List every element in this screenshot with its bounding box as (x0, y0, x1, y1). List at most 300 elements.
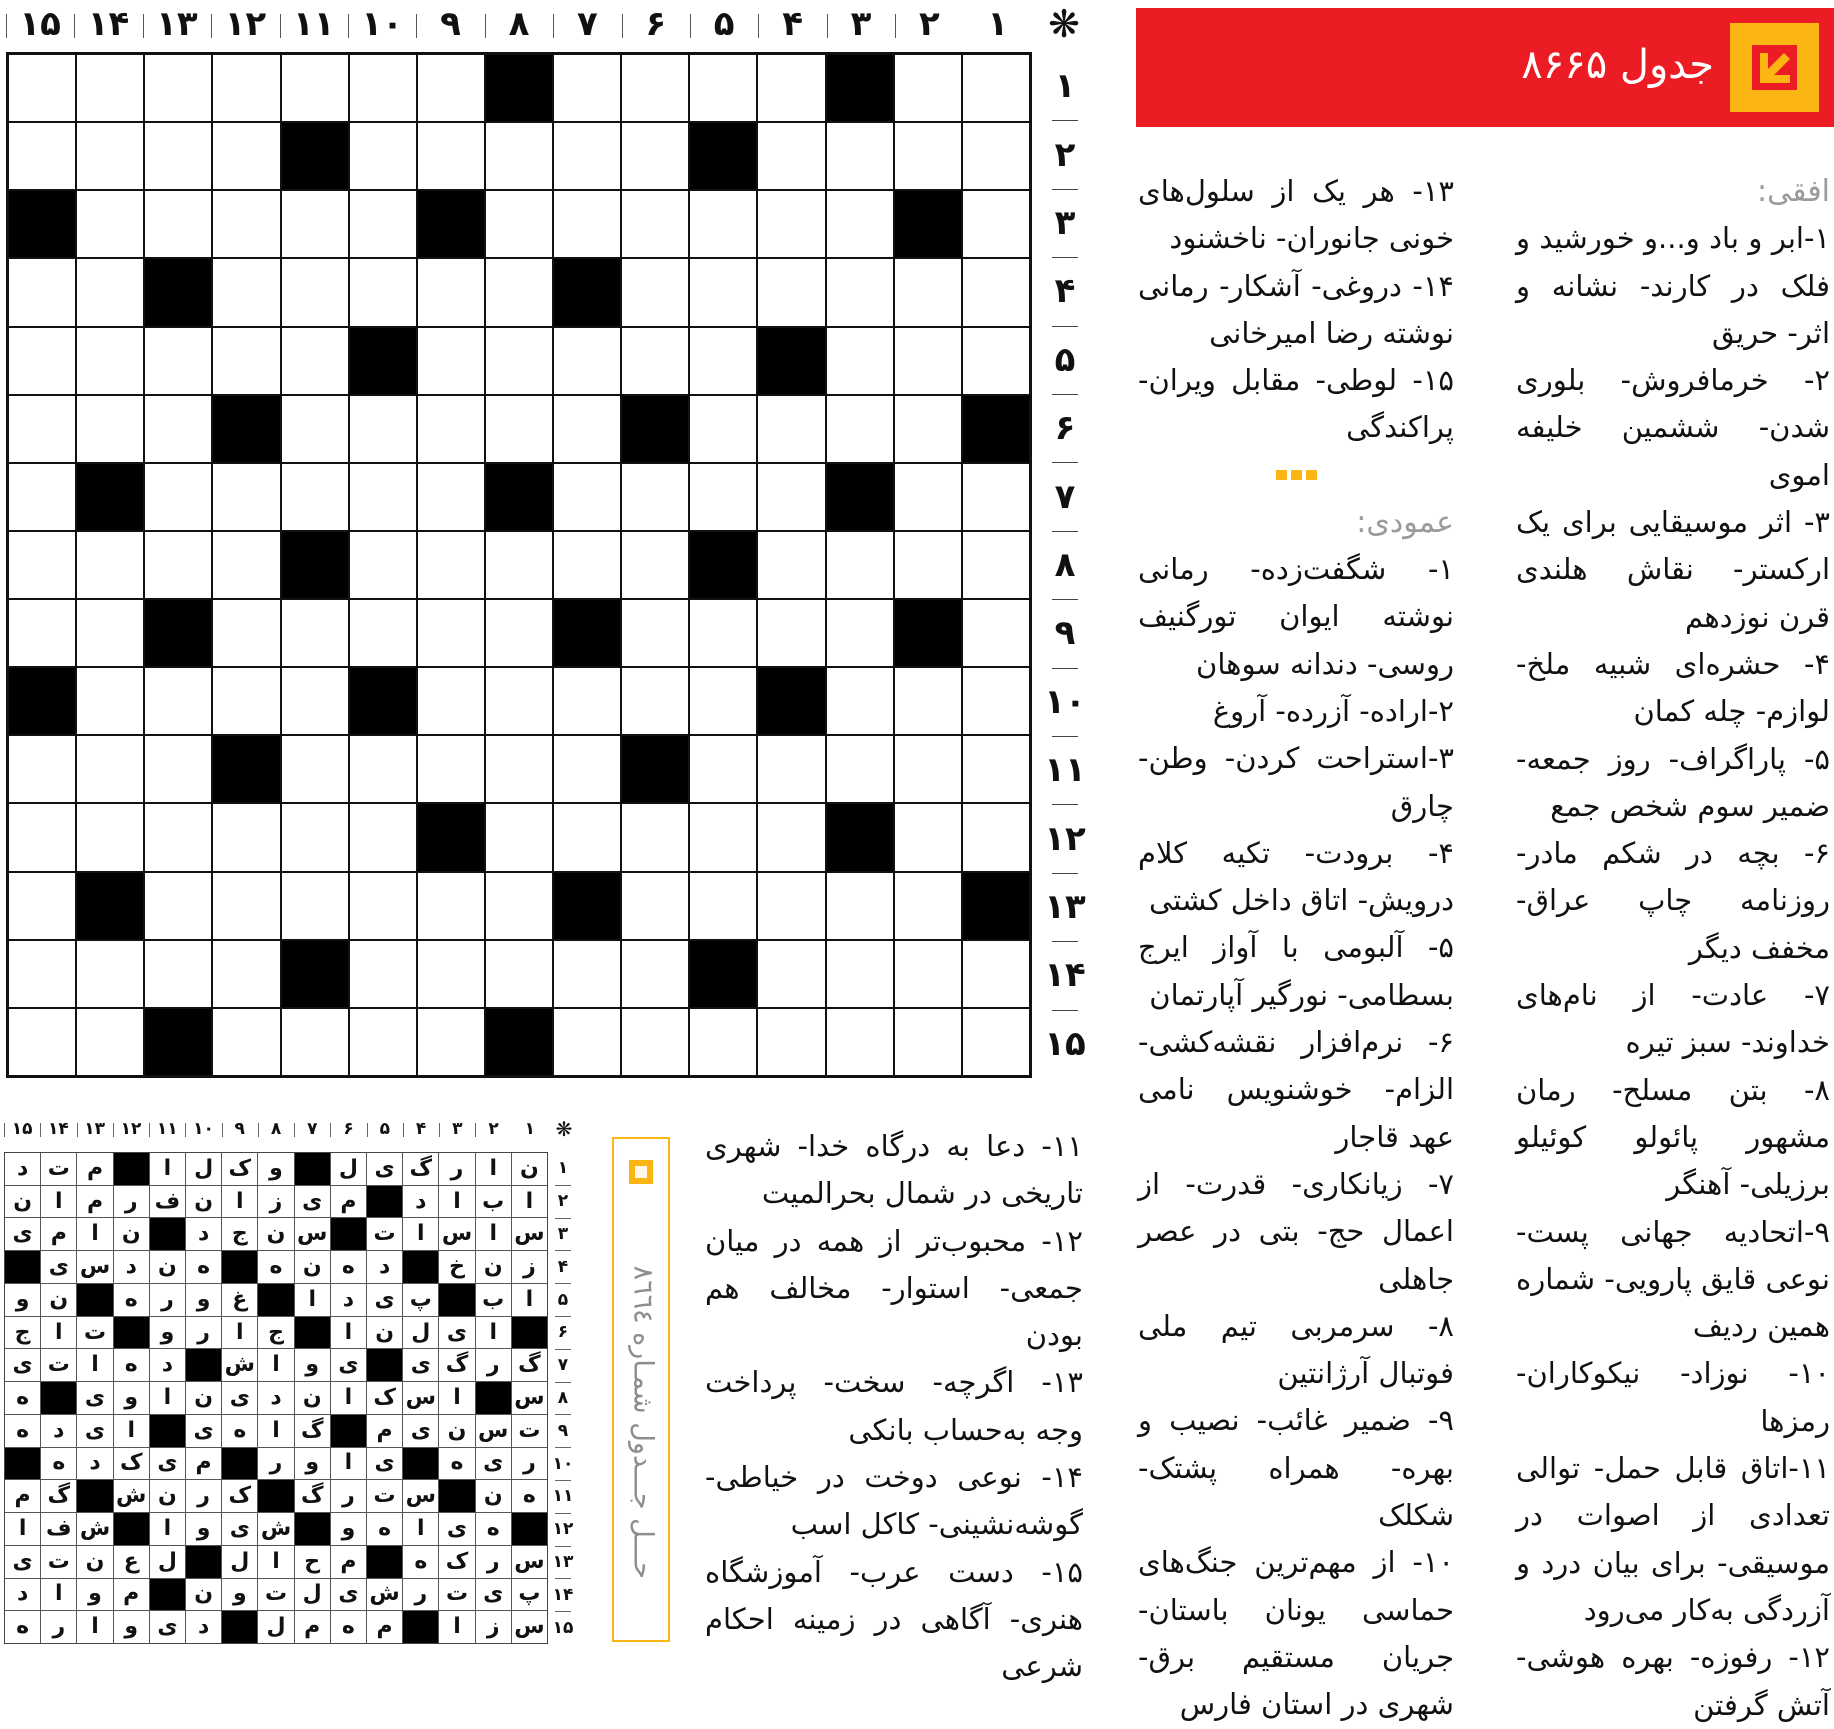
grid-cell[interactable] (554, 328, 620, 394)
grid-cell[interactable] (963, 532, 1029, 598)
grid-cell[interactable] (282, 873, 348, 939)
solution-black-cell (512, 1317, 547, 1349)
vertical-clue: ۱۰- از مهم‌ترین جنگ‌های حماسی یونان باستان- جریان مستقیم برق- شهری در استان فارس (1138, 1545, 1454, 1722)
black-cell (486, 464, 552, 530)
grid-cell[interactable] (213, 804, 279, 870)
arrow-down-left-icon (629, 1160, 653, 1184)
black-cell (282, 532, 348, 598)
grid-cell[interactable] (77, 804, 143, 870)
grid-cell[interactable] (758, 191, 824, 257)
solution-letter: س (476, 1415, 511, 1447)
grid-cell[interactable] (758, 1009, 824, 1075)
grid-cell[interactable] (213, 328, 279, 394)
grid-cell[interactable] (77, 396, 143, 462)
grid-cell[interactable] (9, 123, 75, 189)
grid-cell[interactable] (827, 668, 893, 734)
grid-cell[interactable] (963, 941, 1029, 1007)
solution-letter: م (295, 1611, 330, 1643)
solution-letter: ل (222, 1546, 257, 1578)
column-number: ۷ (553, 0, 621, 48)
grid-cell[interactable] (145, 804, 211, 870)
solution-letter: پ (512, 1579, 547, 1611)
grid-cell[interactable] (145, 396, 211, 462)
grid-cell[interactable] (622, 804, 688, 870)
grid-cell[interactable] (9, 328, 75, 394)
grid-cell[interactable] (350, 1009, 416, 1075)
solution-letter: ز (512, 1251, 547, 1283)
solution-black-cell (295, 1513, 330, 1545)
horizontal-clue: ۶- بچه در شکم مادر- روزنامه چاپ عراق- مخفف دیگر (1516, 836, 1830, 965)
grid-cell[interactable] (827, 941, 893, 1007)
grid-cell[interactable] (282, 55, 348, 121)
grid-cell[interactable] (486, 668, 552, 734)
grid-cell[interactable] (895, 396, 961, 462)
grid-cell[interactable] (895, 1009, 961, 1075)
horizontal-clue: ۱-ابر و باد و...و خورشید و فلک در کارند- نشانه و اثر- حریق (1516, 221, 1830, 350)
grid-cell[interactable] (622, 464, 688, 530)
solution-letter: ی (439, 1513, 474, 1545)
solution-letter: د (186, 1611, 221, 1643)
grid-cell[interactable] (350, 941, 416, 1007)
grid-cell[interactable] (213, 600, 279, 666)
solution-letter: ن (77, 1546, 112, 1578)
grid-cell[interactable] (486, 873, 552, 939)
grid-cell[interactable] (554, 736, 620, 802)
solution-letter: ی (186, 1415, 221, 1447)
grid-cell[interactable] (145, 328, 211, 394)
black-cell (9, 191, 75, 257)
grid-cell[interactable] (486, 600, 552, 666)
grid-cell[interactable] (418, 873, 484, 939)
grid-cell[interactable] (486, 396, 552, 462)
solution-letter: ر (150, 1284, 185, 1316)
solution-letter: ع (114, 1546, 149, 1578)
grid-cell[interactable] (758, 532, 824, 598)
grid-cell[interactable] (9, 259, 75, 325)
grid-cell[interactable] (554, 123, 620, 189)
grid-cell[interactable] (213, 873, 279, 939)
grid-cell[interactable] (963, 736, 1029, 802)
grid-cell[interactable] (77, 191, 143, 257)
solution-letter: ج (258, 1317, 293, 1349)
solution-letter: م (367, 1415, 402, 1447)
grid-cell[interactable] (690, 396, 756, 462)
grid-cell[interactable] (213, 532, 279, 598)
solution-black-cell (512, 1513, 547, 1545)
grid-cell[interactable] (963, 55, 1029, 121)
grid-cell[interactable] (213, 259, 279, 325)
solution-row-number: ۴ (550, 1250, 576, 1283)
grid-cell[interactable] (145, 668, 211, 734)
grid-cell[interactable] (282, 259, 348, 325)
black-cell (77, 873, 143, 939)
grid-cell[interactable] (77, 123, 143, 189)
solution-black-cell (186, 1349, 221, 1381)
row-number: ۳ (1040, 189, 1090, 257)
vertical-clue: ۱۳- اگرچه- سخت- پرداخت وجه به‌حساب بانکی (705, 1365, 1083, 1447)
grid-cell[interactable] (622, 259, 688, 325)
solution-letter: ش (258, 1513, 293, 1545)
solution-letter: م (367, 1611, 402, 1643)
grid-cell[interactable] (77, 532, 143, 598)
grid-cell[interactable] (622, 1009, 688, 1075)
grid-cell[interactable] (213, 668, 279, 734)
solution-letter: و (77, 1579, 112, 1611)
grid-cell[interactable] (9, 941, 75, 1007)
black-cell (554, 259, 620, 325)
grid-cell[interactable] (486, 328, 552, 394)
solution-letter: ت (512, 1415, 547, 1447)
grid-cell[interactable] (622, 328, 688, 394)
grid-cell[interactable] (213, 1009, 279, 1075)
grid-cell[interactable] (350, 873, 416, 939)
grid-cell[interactable] (9, 600, 75, 666)
solution-letter: س (403, 1382, 438, 1414)
solution-letter: ه (41, 1448, 76, 1480)
grid-cell[interactable] (418, 259, 484, 325)
solution-letter: ا (41, 1317, 76, 1349)
row-numbers (1040, 52, 1090, 1078)
grid-cell[interactable] (758, 55, 824, 121)
solution-letter: ی (367, 1284, 402, 1316)
grid-cell[interactable] (9, 736, 75, 802)
grid-cell[interactable] (827, 123, 893, 189)
grid-cell[interactable] (77, 600, 143, 666)
grid-cell[interactable] (827, 259, 893, 325)
grid-cell[interactable] (486, 532, 552, 598)
solution-letter: و (222, 1579, 257, 1611)
solution-letter: د (331, 1284, 366, 1316)
black-cell (350, 668, 416, 734)
solution-letter: ا (403, 1218, 438, 1250)
grid-cell[interactable] (963, 464, 1029, 530)
grid-cell[interactable] (758, 736, 824, 802)
grid-cell[interactable] (282, 464, 348, 530)
solution-letter: ف (41, 1513, 76, 1545)
solution-letter: ت (41, 1546, 76, 1578)
crossword-grid (6, 52, 1032, 1078)
grid-cell[interactable] (213, 55, 279, 121)
black-cell (282, 123, 348, 189)
grid-cell[interactable] (486, 941, 552, 1007)
grid-cell[interactable] (77, 328, 143, 394)
grid-cell[interactable] (350, 600, 416, 666)
column-number: ۸ (485, 0, 553, 48)
grid-cell[interactable] (9, 873, 75, 939)
grid-cell[interactable] (827, 873, 893, 939)
solution-row-number: ۱ (557, 1158, 569, 1179)
grid-cell[interactable] (282, 668, 348, 734)
solution-letter: ت (367, 1480, 402, 1512)
grid-cell[interactable] (554, 396, 620, 462)
vertical-title: عمودی: (1356, 504, 1454, 540)
grid-cell[interactable] (282, 600, 348, 666)
grid-cell[interactable] (895, 941, 961, 1007)
grid-cell[interactable] (418, 123, 484, 189)
grid-cell[interactable] (622, 123, 688, 189)
solution-letter: ه (5, 1415, 40, 1447)
horizontal-clues-part1 (1516, 168, 1830, 1729)
grid-cell[interactable] (690, 736, 756, 802)
grid-cell[interactable] (9, 532, 75, 598)
grid-cell[interactable] (554, 191, 620, 257)
grid-cell[interactable] (554, 941, 620, 1007)
grid-cell[interactable] (963, 328, 1029, 394)
grid-cell[interactable] (77, 668, 143, 734)
grid-cell[interactable] (418, 1009, 484, 1075)
grid-cell[interactable] (690, 873, 756, 939)
solution-letter: ن (295, 1251, 330, 1283)
grid-cell[interactable] (213, 464, 279, 530)
grid-cell[interactable] (895, 804, 961, 870)
vertical-clue: ۶- نرم‌افزار نقشه‌کشی- الزام- خوشنویس نامی عهد قاجار (1138, 1025, 1454, 1154)
grid-cell[interactable] (77, 1009, 143, 1075)
vertical-clue: ۱۴- نوعی دوخت در خیاطی- گوشه‌نشینی- کاکل اسب (705, 1460, 1083, 1542)
grid-cell[interactable] (350, 191, 416, 257)
row-number: ۱۴ (1040, 941, 1090, 1009)
solution-letter: ا (258, 1415, 293, 1447)
grid-cell[interactable] (758, 873, 824, 939)
grid-cell[interactable] (827, 1009, 893, 1075)
vertical-clue: ۱۵- دست عرب- آموزشگاه هنری- آگاهی در زمینه احکام شرعی (705, 1554, 1083, 1684)
grid-cell[interactable] (690, 328, 756, 394)
grid-cell[interactable] (418, 532, 484, 598)
grid-cell[interactable] (554, 532, 620, 598)
grid-cell[interactable] (554, 668, 620, 734)
grid-cell[interactable] (758, 123, 824, 189)
grid-cell[interactable] (486, 191, 552, 257)
grid-cell[interactable] (895, 532, 961, 598)
solution-letter: ن (41, 1284, 76, 1316)
solution-black-cell (150, 1218, 185, 1250)
grid-cell[interactable] (622, 532, 688, 598)
grid-cell[interactable] (350, 464, 416, 530)
solution-letter: ن (476, 1480, 511, 1512)
grid-cell[interactable] (963, 668, 1029, 734)
grid-cell[interactable] (895, 464, 961, 530)
grid-cell[interactable] (9, 464, 75, 530)
grid-cell[interactable] (486, 804, 552, 870)
grid-cell[interactable] (282, 328, 348, 394)
grid-cell[interactable] (690, 804, 756, 870)
grid-cell[interactable] (963, 804, 1029, 870)
grid-cell[interactable] (350, 396, 416, 462)
grid-cell[interactable] (827, 736, 893, 802)
solution-letter: ر (114, 1186, 149, 1218)
row-number: ۹ (1040, 599, 1090, 667)
solution-letter: ا (439, 1186, 474, 1218)
solution-letter: ی (77, 1415, 112, 1447)
grid-cell[interactable] (145, 191, 211, 257)
black-cell (622, 396, 688, 462)
grid-cell[interactable] (145, 55, 211, 121)
black-cell (622, 736, 688, 802)
grid-cell[interactable] (9, 55, 75, 121)
grid-cell[interactable] (690, 259, 756, 325)
grid-cell[interactable] (895, 55, 961, 121)
grid-cell[interactable] (350, 736, 416, 802)
horizontal-clue: ۵- پاراگراف- روز جمعه- ضمیر سوم شخص جمع (1516, 741, 1830, 823)
solution-black-cell (77, 1284, 112, 1316)
black-cell (554, 873, 620, 939)
grid-cell[interactable] (282, 1009, 348, 1075)
grid-cell[interactable] (690, 464, 756, 530)
solution-grid (4, 1152, 548, 1644)
grid-cell[interactable] (758, 941, 824, 1007)
solution-letter: ا (512, 1186, 547, 1218)
solution-letter: ا (77, 1611, 112, 1643)
grid-cell[interactable] (895, 259, 961, 325)
solution-row-number: ۵ (550, 1283, 576, 1316)
grid-cell[interactable] (418, 736, 484, 802)
grid-cell[interactable] (827, 396, 893, 462)
grid-cell[interactable] (350, 804, 416, 870)
grid-cell[interactable] (145, 736, 211, 802)
grid-cell[interactable] (690, 600, 756, 666)
grid-cell[interactable] (145, 464, 211, 530)
black-cell (554, 600, 620, 666)
grid-cell[interactable] (418, 668, 484, 734)
grid-cell[interactable] (486, 259, 552, 325)
solution-letter: گ (512, 1349, 547, 1381)
grid-cell[interactable] (622, 191, 688, 257)
solution-letter: م (77, 1186, 112, 1218)
grid-cell[interactable] (77, 55, 143, 121)
grid-cell[interactable] (145, 123, 211, 189)
grid-cell[interactable] (827, 532, 893, 598)
grid-cell[interactable] (895, 736, 961, 802)
grid-cell[interactable] (963, 191, 1029, 257)
solution-letter: س (512, 1382, 547, 1414)
grid-cell[interactable] (418, 396, 484, 462)
grid-cell[interactable] (418, 464, 484, 530)
grid-cell[interactable] (418, 600, 484, 666)
solution-letter: ا (403, 1513, 438, 1545)
horizontal-clue: ۷- عادت- از نام‌های خداوند- سبز تیره (1516, 978, 1830, 1060)
grid-cell[interactable] (145, 873, 211, 939)
grid-cell[interactable] (827, 600, 893, 666)
grid-cell[interactable] (622, 668, 688, 734)
solution-black-cell (222, 1251, 257, 1283)
grid-cell[interactable] (690, 668, 756, 734)
grid-cell[interactable] (418, 55, 484, 121)
grid-cell[interactable] (758, 804, 824, 870)
grid-cell[interactable] (963, 123, 1029, 189)
solution-letter: ن (367, 1317, 402, 1349)
solution-row-number: ۹ (550, 1414, 576, 1447)
grid-cell[interactable] (963, 1009, 1029, 1075)
solution-column-number: ۶ (330, 1112, 366, 1146)
solution-letter: ز (476, 1611, 511, 1643)
solution-letter: خ (439, 1251, 474, 1283)
grid-cell[interactable] (690, 55, 756, 121)
solution-letter: ی (5, 1218, 40, 1250)
grid-cell[interactable] (282, 191, 348, 257)
solution-black-cell (186, 1546, 221, 1578)
grid-cell[interactable] (554, 804, 620, 870)
solution-black-cell (439, 1284, 474, 1316)
grid-cell[interactable] (554, 464, 620, 530)
grid-cell[interactable] (282, 804, 348, 870)
solution-letter: ا (77, 1218, 112, 1250)
solution-letter: ه (5, 1382, 40, 1414)
grid-cell[interactable] (350, 55, 416, 121)
grid-cell[interactable] (486, 123, 552, 189)
grid-cell[interactable] (9, 1009, 75, 1075)
grid-cell[interactable] (895, 123, 961, 189)
grid-cell[interactable] (282, 396, 348, 462)
grid-cell[interactable] (77, 941, 143, 1007)
grid-cell[interactable] (418, 941, 484, 1007)
solution-letter: د (403, 1186, 438, 1218)
grid-cell[interactable] (9, 396, 75, 462)
horizontal-title: افقی: (1757, 174, 1830, 209)
solution-letter: ن (186, 1186, 221, 1218)
grid-cell[interactable] (282, 736, 348, 802)
grid-cell[interactable] (690, 1009, 756, 1075)
grid-cell[interactable] (827, 191, 893, 257)
solution-letter: ا (258, 1546, 293, 1578)
grid-cell[interactable] (963, 259, 1029, 325)
grid-cell[interactable] (350, 123, 416, 189)
solution-letter: ک (222, 1480, 257, 1512)
solution-letter: د (41, 1415, 76, 1447)
solution-letter: م (77, 1153, 112, 1185)
grid-cell[interactable] (758, 464, 824, 530)
solution-letter: ک (222, 1153, 257, 1185)
grid-cell[interactable] (486, 736, 552, 802)
grid-cell[interactable] (554, 55, 620, 121)
grid-cell[interactable] (622, 941, 688, 1007)
grid-cell[interactable] (622, 55, 688, 121)
grid-cell[interactable] (758, 259, 824, 325)
grid-cell[interactable] (622, 873, 688, 939)
solution-letter: ک (367, 1382, 402, 1414)
solution-letter: ف (150, 1186, 185, 1218)
solution-column-number: ۱۱ (149, 1112, 185, 1146)
solution-letter: ی (403, 1415, 438, 1447)
column-numbers (6, 0, 1032, 48)
solution-letter: ل (186, 1153, 221, 1185)
grid-cell[interactable] (350, 259, 416, 325)
grid-cell[interactable] (213, 123, 279, 189)
grid-cell[interactable] (554, 1009, 620, 1075)
solution-column-number: ۱۲ (113, 1112, 149, 1146)
grid-cell[interactable] (418, 328, 484, 394)
grid-cell[interactable] (9, 804, 75, 870)
grid-cell[interactable] (963, 600, 1029, 666)
grid-cell[interactable] (690, 191, 756, 257)
grid-cell[interactable] (77, 736, 143, 802)
solution-letter: گ (295, 1415, 330, 1447)
grid-cell[interactable] (895, 328, 961, 394)
grid-cell[interactable] (145, 941, 211, 1007)
grid-cell[interactable] (145, 532, 211, 598)
grid-cell[interactable] (213, 941, 279, 1007)
solution-letter: ن (150, 1251, 185, 1283)
grid-cell[interactable] (827, 328, 893, 394)
grid-cell[interactable] (895, 873, 961, 939)
solution-letter: پ (403, 1284, 438, 1316)
grid-cell[interactable] (213, 191, 279, 257)
grid-cell[interactable] (758, 396, 824, 462)
grid-cell[interactable] (895, 668, 961, 734)
grid-cell[interactable] (622, 600, 688, 666)
grid-cell[interactable] (77, 259, 143, 325)
black-cell (827, 464, 893, 530)
grid-cell[interactable] (758, 600, 824, 666)
grid-cell[interactable] (350, 532, 416, 598)
